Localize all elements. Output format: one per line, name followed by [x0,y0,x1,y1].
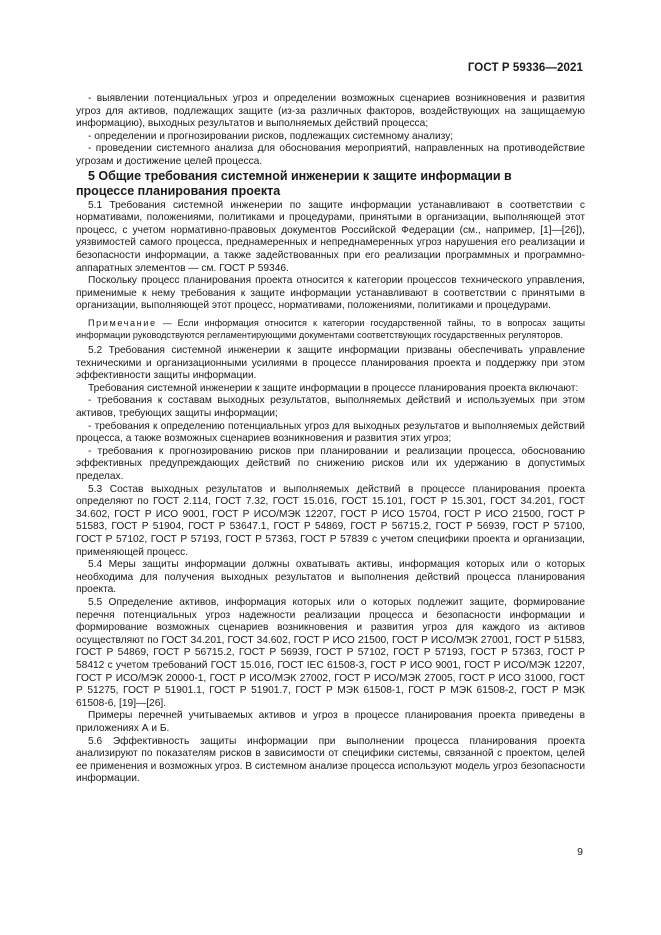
section-5-title: 5 Общие требования системной инженерии к защите информации в процессе планирования проекта [76,168,512,199]
intro-bullet: - выявлении потенциальных угроз и определении возможных сценариев возникновения и развития угроз для активов, подлежащих защите (из-за различных факторов, воздействующих на защищаемую информацию), выходных результатов и выполняемых действий процесса; [76,93,585,130]
note [76,318,585,341]
note-label: Примечание [88,317,157,328]
paragraph-5-4: 5.4 Меры защиты информации должны охватывать активы, информация которых или о которых необходима для получения выходных результатов и выполнения действий процесса планирования проекта. [76,559,585,596]
paragraph-5-2-intro: Требования системной инженерии к защите информации в процессе планирования проекта включают: [88,382,579,394]
paragraph-5-5-continued: Примеры перечней учитываемых активов и угроз в процессе планирования проекта приведены в приложениях А и Б. [76,710,585,734]
requirement-item: - требования к составам выходных результатов, выполняемых действий и используемых при этом активов, требующих защиты информации; [76,395,585,420]
paragraph-5-2: 5.2 Требования системной инженерии к защите информации призваны обеспечивать управление техническими и организационными усилиями в процессе планирования проекта и поддержку при этом эффективности защиты информации. [76,345,585,382]
page-number: 9 [577,846,583,858]
intro-bullet: - определении и прогнозировании рисков, подлежащих системному анализу; [88,130,454,142]
requirement-item: - требования к прогнозированию рисков при планировании и реализации процесса, обоснованию эффективных предупреждающих действий по снижению рисков или их удержанию в допустимых пределах. [76,445,585,483]
document-body [76,93,585,786]
paragraph-5-1: 5.1 Требования системной инженерии по защите информации устанавливают в соответствии с нормативами, положениями, политиками и процедурами, принятыми в организации, выполняющей этот процесс, с учетом нормативно-правовых документов Российской Федерации (см., например, [1]—[26]), уязвимостей самого процесса, преднамеренных и непреднамеренных угроз нарушения его реализации и безопасности информации, а также задействованных при его реализации программных и программно-аппаратных элементов — см. ГОСТ Р 59346. [76,199,585,274]
document-id: ГОСТ Р 59336—2021 [467,62,583,74]
paragraph-5-5: 5.5 Определение активов, информация которых или о которых подлежит защите, формирование перечня потенциальных угроз надежности реализации процесса и безопасности информации и формирование возможных сценариев возникновения и развития угроз для каждого из активов осуществляют по ГОСТ 34.201, ГОСТ 34.602, ГОСТ Р ИСО 21500, ГОСТ Р ИСО/МЭК 27001, ГОСТ Р 51583, ГОСТ Р 54869, ГОСТ Р 56715.2, ГОСТ Р 56939, ГОСТ Р 57102, ГОСТ Р 57193, ГОСТ Р 57363, ГОСТ Р 58412 с учетом требований ГОСТ 15.016, ГОСТ IEC 61508-3, ГОСТ Р ИСО 9001, ГОСТ Р ИСО/МЭК 12207, ГОСТ Р ИСО/МЭК 20000-1, ГОСТ Р ИСО/МЭК 27002, ГОСТ Р ИСО/МЭК 27005, ГОСТ Р ИСО 31000, ГОСТ Р 51275, ГОСТ Р 51901.1, ГОСТ Р 51901.7, ГОСТ Р МЭК 61508-1, ГОСТ Р МЭК 61508-2, ГОСТ Р МЭК 61508-6, [19]—[26]. [76,596,585,709]
intro-bullet: - проведении системного анализа для обоснования мероприятий, направленных на противодействие угрозам и достижение целей процесса. [76,143,585,167]
paragraph-5-6: 5.6 Эффективность защиты информации при выполнении процесса планирования проекта анализируют по показателям рисков в зависимости от специфики системы, связанной с проектом, целей ее применения и возможных угроз. В системном анализе процесса используют модель угроз безопасности информации. [76,735,586,785]
requirement-item: - требования к определению потенциальных угроз для выходных результатов и выполняемых действий процесса, а также возможных сценариев возникновения и развития этих угроз; [76,420,585,445]
paragraph-5-3: 5.3 Состав выходных результатов и выполняемых действий в процессе планирования проекта определяют по ГОСТ 2.114, ГОСТ 7.32, ГОСТ 15.016, ГОСТ 15.101, ГОСТ Р 15.301, ГОСТ 34.201, ГОСТ 34.602, ГОСТ Р ИСО 9001, ГОСТ Р ИСО/МЭК 12207, ГОСТ Р ИСО 15704, ГОСТ Р ИСО 21500, ГОСТ Р 51583, ГОСТ Р 51904, ГОСТ Р 53647.1, ГОСТ Р 54869, ГОСТ Р 56715.2, ГОСТ Р 56939, ГОСТ Р 57100, ГОСТ Р 57102, ГОСТ Р 57193, ГОСТ Р 57363, ГОСТ Р 57839 с учетом специфики проекта и организации, применяющей процесс. [76,483,585,558]
paragraph-5-1-continued: Поскольку процесс планирования проекта относится к категории процессов технического управления, применимые к нему требования к защите информации устанавливают в соответствии с принятыми в организации, выполняющей этот процесс, нормативами, положениями, политиками и процедурами. [76,275,585,312]
note-text: — Если информация относится к категории государственной тайны, то в вопросах защиты информации руководствуются регламентирующими документами соответствующих государственных регуляторов. [76,317,585,340]
